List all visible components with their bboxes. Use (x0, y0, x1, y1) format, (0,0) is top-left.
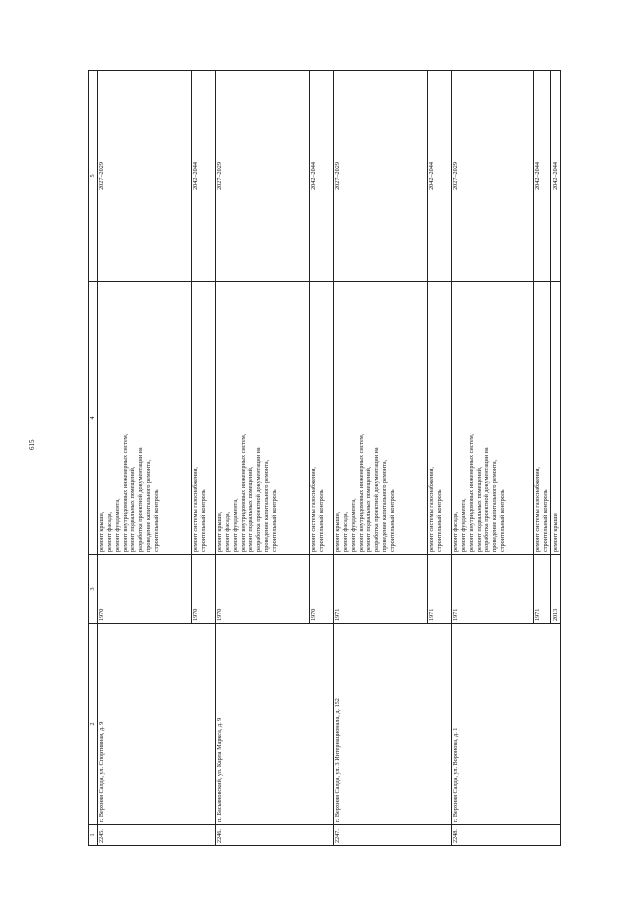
works-cell (427, 282, 451, 555)
works-cell (333, 282, 427, 555)
work-item: ремонт подвальных помещений, (129, 466, 137, 552)
work-item: ремонт подвальных помещений, (475, 466, 483, 552)
column-number: 2 (89, 624, 98, 825)
page-number: 615 (28, 439, 36, 450)
capital-repair-table (88, 70, 561, 846)
work-item: строительный контроль (152, 489, 160, 552)
work-item: ремонт фундамента, (231, 498, 239, 552)
work-item: ремонт крыши (551, 513, 559, 552)
rotated-table-wrapper (88, 76, 598, 846)
work-item: строительный контроль (542, 489, 549, 552)
work-item: ремонт фасада, (452, 511, 460, 552)
row-number: 2245. (97, 825, 215, 846)
address-cell: п. Басьяновский, ул. Карла Маркса, д. 9 (215, 624, 333, 825)
work-item: ремонт подвальных помещений, (247, 466, 255, 552)
work-item: ремонт системы газоснабжения, (534, 467, 542, 552)
work-item: проведение капитального ремонта, (491, 459, 498, 552)
period-cell: 2042–2044 (309, 71, 333, 282)
year-cell: 1971 (427, 555, 451, 624)
table-row (215, 71, 309, 846)
works-cell (215, 282, 309, 555)
year-cell: 1970 (191, 555, 215, 624)
work-item: ремонт системы газоснабжения, (310, 467, 318, 552)
work-item: разработка проектной документации на (255, 447, 262, 552)
work-item: ремонт фасада, (342, 511, 349, 552)
year-cell: 1970 (97, 555, 191, 624)
table-body (97, 71, 561, 846)
works-cell (309, 282, 333, 555)
work-item: строительный контроль (498, 489, 506, 552)
work-item: строительный контроль (388, 489, 396, 552)
period-cell: 2027–2029 (97, 71, 191, 282)
work-item: строительный контроль (318, 489, 325, 552)
table-row (333, 71, 427, 846)
work-item: ремонт внутридомовых инженерных систем, (121, 433, 129, 552)
work-item: ремонт фундамента, (349, 498, 357, 552)
table-row (97, 71, 191, 846)
work-item: строительный контроль (270, 489, 278, 552)
period-cell: 2042–2044 (551, 71, 561, 282)
period-cell: 2027–2029 (451, 71, 533, 282)
address-cell: г. Верхняя Салда, ул. 3 Интернационала, д. 152 (333, 624, 451, 825)
work-item: ремонт крыши, (334, 511, 342, 552)
works-cell (533, 282, 551, 555)
work-item: ремонт фундамента, (113, 498, 121, 552)
period-cell: 2042–2044 (427, 71, 451, 282)
work-item: проведение капитального ремонта, (380, 459, 388, 552)
works-cell (451, 282, 533, 555)
work-item: ремонт фасада, (106, 511, 113, 552)
column-number: 1 (89, 825, 98, 846)
period-cell: 2027–2029 (333, 71, 427, 282)
column-number: 5 (89, 71, 98, 282)
work-item: ремонт системы газоснабжения, (428, 467, 436, 552)
year-cell: 1971 (533, 555, 551, 624)
year-cell: 1971 (451, 555, 533, 624)
row-number: 2247. (333, 825, 451, 846)
period-cell: 2042–2044 (533, 71, 551, 282)
year-cell: 2013 (551, 555, 561, 624)
period-cell: 2042–2044 (191, 71, 215, 282)
work-item: ремонт внутридомовых инженерных систем, (467, 433, 475, 552)
works-cell (551, 282, 561, 555)
year-cell: 1970 (309, 555, 333, 624)
work-item: разработка проектной документации на (137, 447, 144, 552)
work-item: ремонт внутридомовых инженерных систем, (239, 433, 247, 552)
work-item: ремонт подвальных помещений, (365, 466, 373, 552)
row-number: 2246. (215, 825, 333, 846)
year-cell: 1971 (333, 555, 427, 624)
work-item: ремонт фасада, (224, 511, 231, 552)
work-item: ремонт внутридомовых инженерных систем, (357, 433, 365, 552)
works-cell (191, 282, 215, 555)
work-item: ремонт крыши, (98, 511, 106, 552)
work-item: разработка проектной документации на (483, 447, 491, 552)
address-cell: г. Верхняя Салда, ул. Воронова, д. 1 (451, 624, 561, 825)
work-item: ремонт крыши, (216, 511, 224, 552)
address-cell: г. Верхняя Салда, ул. Спортивная, д. 9 (97, 624, 215, 825)
table-row (451, 71, 533, 846)
year-cell: 1970 (215, 555, 309, 624)
period-cell: 2027–2029 (215, 71, 309, 282)
work-item: ремонт фундамента, (460, 498, 467, 552)
work-item: ремонт системы газоснабжения, (192, 467, 200, 552)
works-cell (97, 282, 191, 555)
row-number: 2248. (451, 825, 561, 846)
work-item: проведение капитального ремонта, (262, 459, 270, 552)
work-item: строительный контроль (200, 489, 207, 552)
work-item: разработка проектной документации на (373, 447, 380, 552)
column-number-row (89, 71, 98, 846)
column-number: 4 (89, 282, 98, 555)
work-item: проведение капитального ремонта, (144, 459, 152, 552)
work-item: строительный контроль (436, 489, 443, 552)
column-number: 3 (89, 555, 98, 624)
